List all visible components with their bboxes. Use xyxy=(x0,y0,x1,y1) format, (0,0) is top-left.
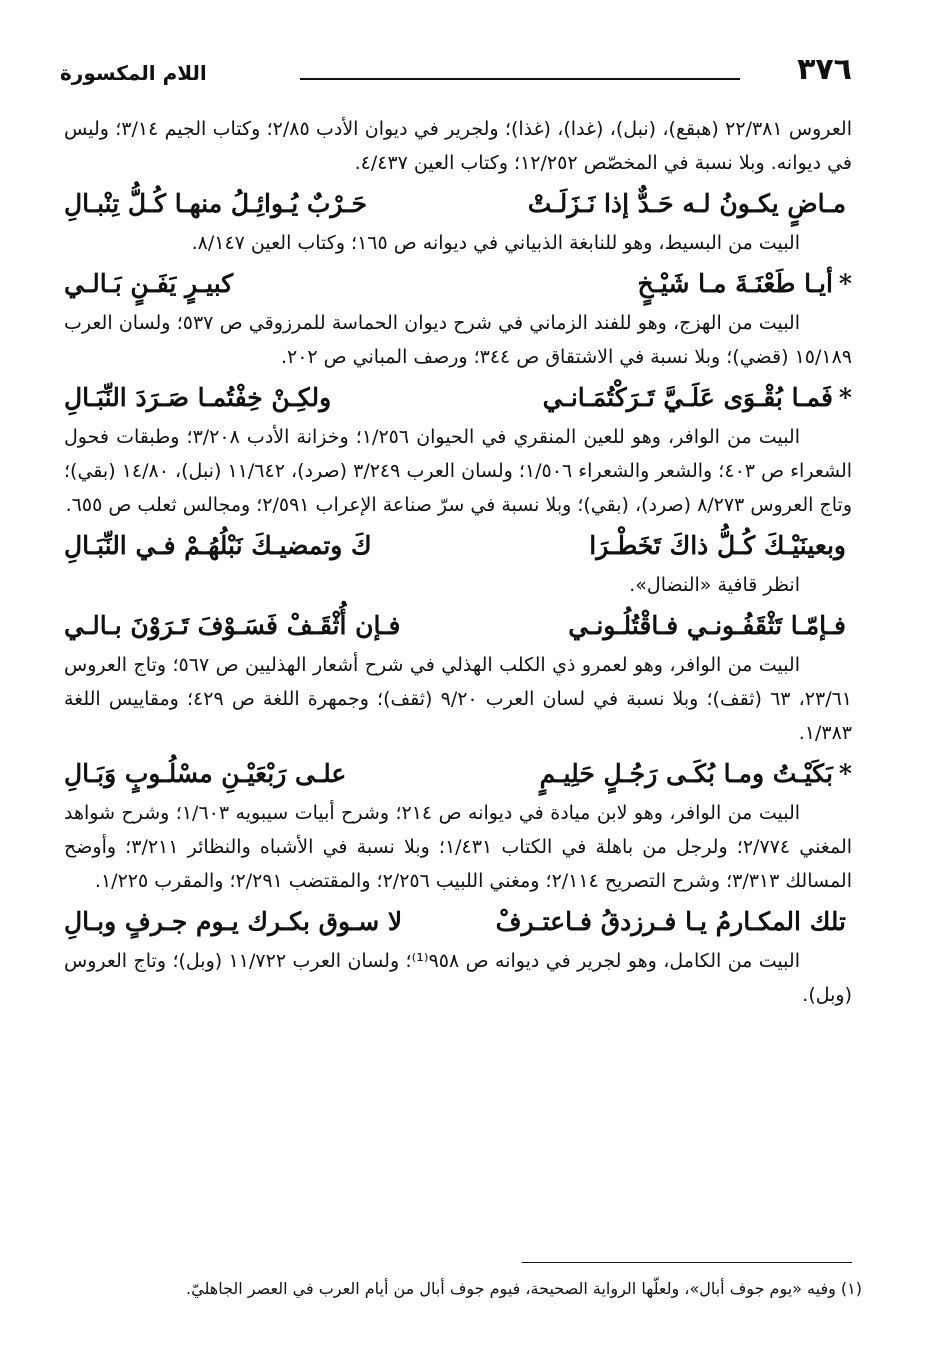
running-title: اللام المكسورة xyxy=(60,61,207,85)
verse-star-marker: * xyxy=(838,269,852,298)
page-body xyxy=(64,112,852,1012)
verse-second-hemistich: كبيـرٍ يَفَـنٍ بَـالـي xyxy=(64,269,234,298)
commentary-paragraph: البيت من البسيط، وهو للنابغة الذبياني في ديوانه ص ١٦٥؛ وكتاب العين ٨/١٤٧. xyxy=(191,232,800,254)
verse-line xyxy=(64,900,852,944)
verse-second-hemistich: لا سـوق بكـرك يـوم جـرفٍ وبـالِ xyxy=(64,907,403,936)
verse-line xyxy=(64,182,852,226)
verse-star-marker: * xyxy=(838,383,852,412)
verse-first-text: فَمـا بُقْـوَى عَلَـيَّ تَـرَكْتُمَـانـي xyxy=(542,383,833,412)
commentary-paragraph: البيت من الهزج، وهو للفند الزماني في شرح ديوان الحماسة للمرزوقي ص ٥٣٧؛ ولسان العرب ١٥/١٨٩ (قضي)؛ وبلا نسبة في الاشتقاق ص ٣٤٤؛ ورصف المباني ص ٢٠٢. xyxy=(64,312,852,368)
verse-first-hemistich xyxy=(589,524,852,568)
verse-second-hemistich: فـإن أُثْقَـفْ فَسَـوْفَ تَـرَوْنَ بـالـي xyxy=(64,611,401,640)
verse-first-hemistich xyxy=(496,900,852,944)
commentary-paragraph: انظر قافية «النضال». xyxy=(629,574,800,596)
page-number: ٣٧٦ xyxy=(797,52,852,87)
verse-star-marker: * xyxy=(838,759,852,788)
verse-first-text: تلك المكـارمُ يـا فـرزدقُ فـاعتـرفْ xyxy=(495,907,846,936)
commentary-paragraph: العروس ٢٢/٣٨١ (هبقع)، (نبل)، (غدا)، (غذا)؛ ولجرير في ديوان الأدب ٢/٨٥؛ وكتاب الجيم ٣/١٤؛ وليس في ديوانه. وبلا نسبة في المخصّص ١٢/٢٥٢؛ وكتاب العين ٤/٤٣٧. xyxy=(64,118,852,174)
verse-first-hemistich xyxy=(568,604,852,648)
footnote-rule xyxy=(522,1262,852,1263)
commentary-paragraph: البيت من الوافر، وهو لعمرو ذي الكلب الهذلي في شرح أشعار الهذليين ص ٥٦٧؛ وتاج العروس ٢٣/٦١، ٦٣ (ثقف)؛ وبلا نسبة في لسان العرب ٩/٢٠ (ثقف)؛ وجمهرة اللغة ص ٤٢٩؛ ومقاييس اللغة ١/٣٨٣. xyxy=(64,654,853,744)
verse-second-hemistich: حَـرْبٌ يُـوائِـلُ منهـا كُـلُّ تِنْبـالِ xyxy=(64,189,367,218)
verse-first-hemistich xyxy=(637,262,852,306)
verse-line xyxy=(64,376,852,420)
verse-line xyxy=(64,262,852,306)
verse-second-hemistich: كَ وتمضيـكَ نَبْلُهُـمْ فـي النِّبَـالِ xyxy=(64,531,372,560)
footnote: (١) وفيه «يوم جوف أبال»، ولعلّها الرواية الصحيحة، فيوم جوف أبال من أيام العرب في العصر الجاهليّ. xyxy=(186,1279,862,1298)
page-header xyxy=(60,52,852,92)
verse-line xyxy=(64,524,852,568)
verse-line xyxy=(64,752,852,796)
verse-second-hemistich: علـى رَبْعَيْـنِ مسْلُـوبٍ وَبَـالِ xyxy=(64,759,347,788)
verse-second-hemistich: ولكِـنْ خِفْتُمـا صَـرَدَ النِّبَـالِ xyxy=(64,383,332,412)
verse-first-text: أيـا طَعْنَـةَ مـا شَيْـخٍ xyxy=(637,269,833,298)
header-rule xyxy=(300,78,740,80)
verse-first-hemistich xyxy=(528,182,852,226)
commentary-paragraph: البيت من الوافر، وهو لابن ميادة في ديوانه ص ٢١٤؛ وشرح أبيات سيبويه ١/٦٠٣؛ وشرح شواهد المغني ٢/٧٧٤؛ ولرجل من باهلة في الكتاب ١/٤٣١؛ وبلا نسبة في الأشباه والنظائر ٣/٢١١؛ وأوضح المسالك ٣/٣١٣؛ وشرح التصريح ٢/١١٤؛ ومغني اللبيب ٢/٢٥٦؛ والمقتضب ٢/٢٩١؛ والمقرب ١/٢٢٥. xyxy=(64,802,853,892)
verse-first-text: مـاضٍ يكـونُ لـه حَـدٌّ إذا نَـزَلَـتْ xyxy=(527,189,846,218)
commentary-paragraph: البيت من الوافر، وهو للعين المنقري في الحيوان ١/٢٥٦؛ وخزانة الأدب ٣/٢٠٨؛ وطبقات فحول الشعراء ص ٤٠٣؛ والشعر والشعراء ١/٥٠٦؛ ولسان العرب ٣/٢٤٩ (صرد)، ١١/٦٤٢ (نبل)، ١٤/٨٠ (بقي)؛ وتاج العروس ٨/٢٧٣ (صرد)، (بقي)؛ وبلا نسبة في سرّ صناعة الإعراب ٢/٥٩١؛ ومجالس ثعلب ص ٦٥٥. xyxy=(64,426,853,516)
verse-first-text: بَكَيْـتُ ومـا بُكَـى رَجُـلٍ حَلِيـمٍ xyxy=(539,759,833,788)
verse-line xyxy=(64,604,852,648)
verse-first-text: وبعينَيْـكَ كُـلُّ ذاكَ تَخَطْـرَا xyxy=(589,531,846,560)
verse-first-hemistich xyxy=(540,752,852,796)
verse-first-hemistich xyxy=(543,376,852,420)
verse-first-text: فـإمّـا تَثْقَفُـونـي فـاقْتُلُـونـي xyxy=(568,611,846,640)
commentary-paragraph: البيت من الكامل، وهو لجرير في ديوانه ص ٩٥٨⁽¹⁾؛ ولسان العرب ١١/٧٢٢ (وبل)؛ وتاج العروس (وبل). xyxy=(64,950,852,1006)
